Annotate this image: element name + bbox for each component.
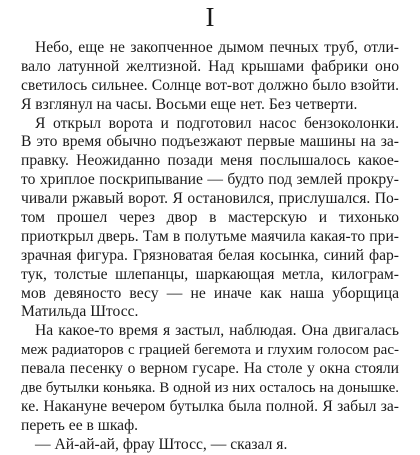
text-line: светилось сильнее. Солнце вот-вот должно было взойти.: [21, 76, 399, 94]
text-line: мов девяносто весу — не иначе как наша уборщица: [21, 284, 399, 302]
text-line: Небо, еще не закопченное дымом печных труб, отли-: [35, 39, 399, 56]
text-line: то хриплое поскрипывание — будто под землей прокру-: [21, 171, 399, 189]
text-line: — Ай-ай-ай, фрау Штосс, — сказал я.: [35, 435, 288, 453]
text-line: тук, толстые шлепанцы, шаркающая метла, килограм-: [21, 265, 399, 283]
text-line: две бутылки коньяка. В одной из них осталось на донышке.: [21, 380, 399, 397]
text-line: зрачная фигура. Грязноватая белая косынка, синий фар-: [21, 246, 399, 264]
text-line: меж радиаторов с грацией бегемота и глухим голосом рас-: [21, 342, 399, 359]
text-line: певала песенку о верном гусаре. На столе у окна стояли: [21, 360, 399, 378]
text-line: чивали ржавый ворот. Я остановился, прислушался. По-: [21, 190, 399, 208]
text-line: приоткрыл дверь. Там в полутьме маячила какая-то при-: [21, 227, 399, 245]
text-line: правку. Неожиданно позади меня послышалось какое-: [21, 152, 399, 170]
chapter-numeral: I: [205, 2, 215, 32]
text-line: На какое-то время я застыл, наблюдая. Она двигалась: [35, 322, 399, 340]
text-line: ке. Накануне вечером бутылка была полной. Я забыл за-: [21, 397, 399, 415]
text-line: том прошел через двор в мастерскую и тихонько: [21, 209, 399, 227]
text-line: переть ее в шкаф.: [21, 416, 139, 434]
chapter-body-text: [21, 39, 399, 455]
text-line: В это время обычно подъезжают первые машины на за-: [21, 133, 399, 151]
text-line: Я взглянул на часы. Восьми еще нет. Без четверти.: [21, 95, 358, 113]
text-line: вало латунной желтизной. Над крышами фабрики оно: [21, 57, 399, 75]
text-line: Я открыл ворота и подготовил насос бензоколонки.: [35, 114, 399, 132]
text-line: Матильда Штосс.: [21, 303, 139, 321]
